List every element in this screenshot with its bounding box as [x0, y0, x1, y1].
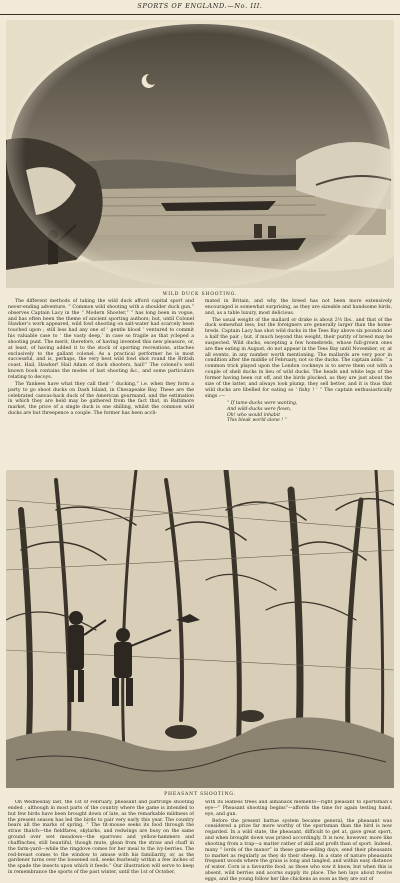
- paragraph: The Yankees have what they call their “ ducking,” i.e. when they form a party to go shoot ducks on Dash Island, in Chesapeake Bay. These are the celebrated canvas-back duck of the American gourmand, and the estimation in which they are held may be gathered from the fact that, in Baltimore market, the price of a single duck is one shilling, whilst the common wild ducks are but threepence a couple. The former has been accli-: [8, 381, 194, 417]
- pheasant-article-left-column: [8, 800, 194, 882]
- wild-duck-caption: WILD DUCK SHOOTING.: [162, 292, 238, 297]
- paragraph: Before the present battue system became general, the pheasant was considered a prize far more worthy of the sportsman than the bird is now regarded. In a wild state, the pheasant, difficult to get at, gave great sport, and when brought down was prized accordingly. It is now, however, more like shooting from a trap—a matter rather of skill and profit than of sport. Indeed, many “ lords of the manor” in these game-selling days, send their pheasants to market as regularly as they do their sheep. In a state of nature pheasants frequent woods where the grass is long and tangled, and within easy distance of water. Corn is a favourite food, as those who sow it know, but when this is absent, wild berries and acorns supply its place. The hen lays about twelve eggs, and the young follow her like chickens as soon as they are out of: [205, 818, 392, 882]
- paragraph: On Wednesday last, the 1st of February, pheasant and partridge shooting ended ; although in most parts of the country where the game is intended to but few birds have been brought down of late, as the remarkable mildness of the present season has led the birds to pair very early this year. The country bears all the marks of spring. “ The tit-mouse seeks its food through the straw thatch—the fieldfares, skylarks, and redwings are busy on the same ground over wet meadows—the sparrows and yellow-hammers and chaffinches, still beautiful, though mute, glean from the straw and chaff in the farm-yard—while the ringdove comes for her meal to the ivy-berries. The red-breast comes to the window to amuse with his familiarity, or, as the gardener turns over the loosened soil, seeks fearlessly within a few inches of the spade the insects upon which it feeds.” Our illustration will serve to keep in remembrance the sports of the past winter, until the 1st of October,: [8, 800, 194, 876]
- pheasant-article-right-column: [205, 800, 392, 882]
- paragraph: The different methods of taking the wild duck afford capital sport and never-ending adventure. “ Common wild shooting with a shoulder duck gun,” observes Captain Lacy in the “ Modern Shooter,” “ has long been in vogue, and has often been the theme of ancient sporting authors; but, until Colonel Hawker’s work appeared, wild fowl shooting on salt-water had scarcely been touched upon ; still less had any one of ‘ gentle blood ’ ventured to commit his valuable case to ‘ the vasty deep,’ in case so fragile as that ycleped a shooting punt. The merit, therefore, of having invented this new pleasure, or, at least, of having added it to the stock of sporting recreations, attaches exclusively to the gallant colonel. As a practical performer he is most successful, and is, perhaps, the very best wild fowl shot round the British coast. Hail, Hawker! Hail Adam of duck shooters, hail!” The colonel’s well known book contains the modes of last shooting &c., and some particulars relating to decoys.: [8, 299, 194, 380]
- paragraph: with its leafless trees and almanack memento—right pleasant to sportsman’s eye—“ Pheasant shooting begins”—affords the time for again testing hand, eye, and gun.: [205, 800, 392, 817]
- header-rule: [0, 14, 400, 15]
- pheasant-engraving: [6, 470, 394, 788]
- wild-duck-engraving: [6, 20, 394, 288]
- verse: [227, 401, 392, 423]
- paragraph: The usual weight of the mallard or drake is about 2½ lbs., and that of the duck somewhat less; but the foreigners are generally larger than the home-breds. Captain Lacy has shot wild ducks in the Tees Bay above six pounds and a half the pair ; but, if much beyond this weight, their purity of breed may be suspected. Wild ducks, excepting a few homebreds, whose full-grown ones are fine eating in August, do not appear in the Tees Bay until November, or, at all events, in any number worth mentioning. The mallards are very poor in condition after the middle of February, not so the ducks. The captain adds: “ a common trick played upon the London cockneys is to serve them out with a couple of shell ducks in lieu of wild ducks. The heads and white legs of the former having been cut off, and the birds plucked, as they are just about the size of the latter, and always look plump, they sell better, and it is thus that wild ducks are libelled for eating so ‘ fishy ! ’ ” The captain enthusiastically sings :—: [205, 317, 392, 399]
- verse-line: Oh! who would inhabit: [227, 412, 281, 418]
- page-header: SPORTS OF ENGLAND.—No. III.: [137, 2, 263, 10]
- paragraph: mated in Britain, and why the breed has not been more extensively encouraged is somewhat surprising, as they are sizeable and handsome birds, and, as a table luxury, most delicious.: [205, 299, 392, 316]
- pheasant-caption: PHEASANT SHOOTING.: [164, 792, 236, 797]
- verse-line: This bleak world alone ! ”: [227, 418, 287, 424]
- verse-line: “ If tame-ducks were wanting,: [227, 401, 298, 407]
- duck-article-left-column: [8, 299, 194, 445]
- duck-article-right-column: [205, 299, 392, 445]
- verse-line: And wild-ducks were flown,: [227, 406, 292, 412]
